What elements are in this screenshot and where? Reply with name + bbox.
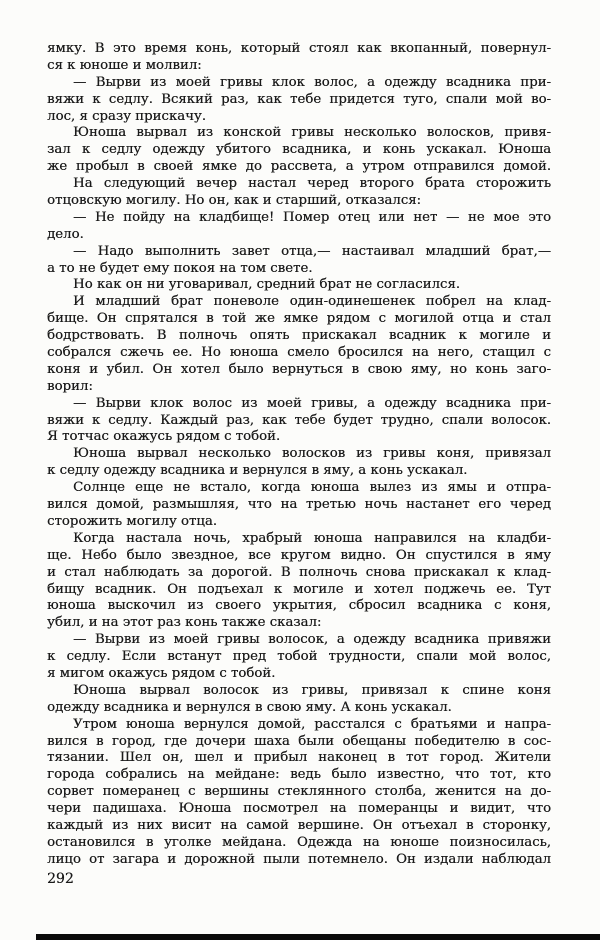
text-line: И младший брат поневоле один-одинешенек побрел на клад- xyxy=(73,294,551,310)
text-line: ще. Небо было звездное, все кругом видно. Он спустился в яму xyxy=(47,547,551,563)
text-line: дело. xyxy=(47,226,84,242)
text-line: юноша выскочил из своего укрытия, сбросил всадника с коня, xyxy=(47,598,551,614)
text-line: остановился в уголке мейдана. Одежда на юноше поизносилась, xyxy=(47,834,551,850)
text-line: бодрствовать. В полночь опять прискакал всадник к могиле и xyxy=(47,328,551,344)
text-line: вился в город, где дочери шаха были обещаны победителю в сос- xyxy=(47,733,551,749)
text-line: отцовскую могилу. Но он, как и старший, отказался: xyxy=(47,193,422,209)
scan-edge-artifact xyxy=(36,934,600,940)
text-line: Юноша вырвал несколько волосков из гривы коня, привязал xyxy=(73,446,551,462)
text-line: Но как он ни уговаривал, средний брат не согласился. xyxy=(73,277,460,293)
text-line: бищу всадник. Он подъехал к могиле и хотел поджечь ее. Тут xyxy=(47,581,551,597)
text-line: Юноша вырвал из конской гривы несколько волосков, привя- xyxy=(73,125,551,141)
text-line: к седлу одежду всадника и вернулся в яму, а конь ускакал. xyxy=(47,463,468,479)
text-line: и стал наблюдать за дорогой. В полночь снова прискакал к клад- xyxy=(47,564,551,580)
text-line: к седлу. Если встанут пред тобой трудности, спали мой волос, xyxy=(47,649,551,665)
text-line: сторожить могилу отца. xyxy=(47,513,217,529)
text-line: ворил: xyxy=(47,378,93,394)
text-line: убил, и на этот раз конь также сказал: xyxy=(47,615,322,631)
text-line: ямку. В это время конь, который стоял как вкопанный, повернул- xyxy=(47,41,551,56)
page-text xyxy=(47,41,551,869)
text-line: сорвет померанец с вершины стеклянного столба, женится на до- xyxy=(47,784,551,800)
text-line: лос, я сразу прискачу. xyxy=(47,108,206,124)
text-line: собрался сжечь ее. Но юноша смело бросился на него, стащил с xyxy=(47,345,551,361)
text-line: чери падишаха. Юноша посмотрел на померанцы и видит, что xyxy=(47,801,551,817)
text-line: ся к юноше и молвил: xyxy=(47,57,202,73)
text-line: я мигом окажусь рядом с тобой. xyxy=(47,665,276,681)
text-line: — Надо выполнить завет отца,— настаивал младший брат,— xyxy=(73,243,551,259)
text-line: — Вырви клок волос из моей гривы, а одежду всадника при- xyxy=(73,395,551,411)
text-line: Юноша вырвал волосок из гривы, привязал к спине коня xyxy=(73,682,551,698)
text-line: На следующий вечер настал черед второго брата сторожить xyxy=(73,176,551,192)
text-line: Я тотчас окажусь рядом с тобой. xyxy=(47,429,281,445)
text-line: Солнце еще не встало, когда юноша вылез из ямы и отпра- xyxy=(73,480,551,496)
text-line: тязании. Шел он, шел и прибыл наконец в тот город. Жители xyxy=(47,750,551,766)
text-line: — Вырви из моей гривы клок волос, а одежду всадника при- xyxy=(73,74,551,90)
text-line: же пробыл в своей ямке до рассвета, а утром отправился домой. xyxy=(47,159,551,175)
page-number: 292 xyxy=(47,871,74,887)
text-line: каждый из них висит на самой вершине. Он отъехал в сторонку, xyxy=(47,817,551,833)
text-line: а то не будет ему покоя на том свете. xyxy=(47,260,313,276)
text-line: Когда настала ночь, храбрый юноша направился на кладби- xyxy=(73,530,551,546)
text-line: города собрались на мейдане: ведь было известно, что тот, кто xyxy=(47,767,551,783)
text-line: вяжи к седлу. Всякий раз, как тебе придется туго, спали мой во- xyxy=(47,91,551,107)
text-line: бище. Он спрятался в той же ямке рядом с могилой отца и стал xyxy=(47,311,551,327)
text-line: вился домой, размышляя, что на третью ночь настанет его черед xyxy=(47,497,551,513)
text-line: коня и убил. Он хотел было вернуться в свою яму, но конь заго- xyxy=(47,361,551,377)
text-line: зал к седлу одежду убитого всадника, и конь ускакал. Юноша xyxy=(47,142,551,158)
text-line: вяжи к седлу. Каждый раз, как тебе будет трудно, спали волосок. xyxy=(47,412,551,428)
text-line: одежду всадника и вернулся в свою яму. А конь ускакал. xyxy=(47,699,452,715)
text-line: — Вырви из моей гривы волосок, а одежду всадника привяжи xyxy=(73,632,551,648)
text-line: лицо от загара и дорожной пыли потемнело. Он издали наблюдал xyxy=(47,851,551,867)
text-line: — Не пойду на кладбище! Помер отец или нет — не мое это xyxy=(73,209,551,225)
text-line: Утром юноша вернулся домой, расстался с братьями и напра- xyxy=(73,716,551,732)
